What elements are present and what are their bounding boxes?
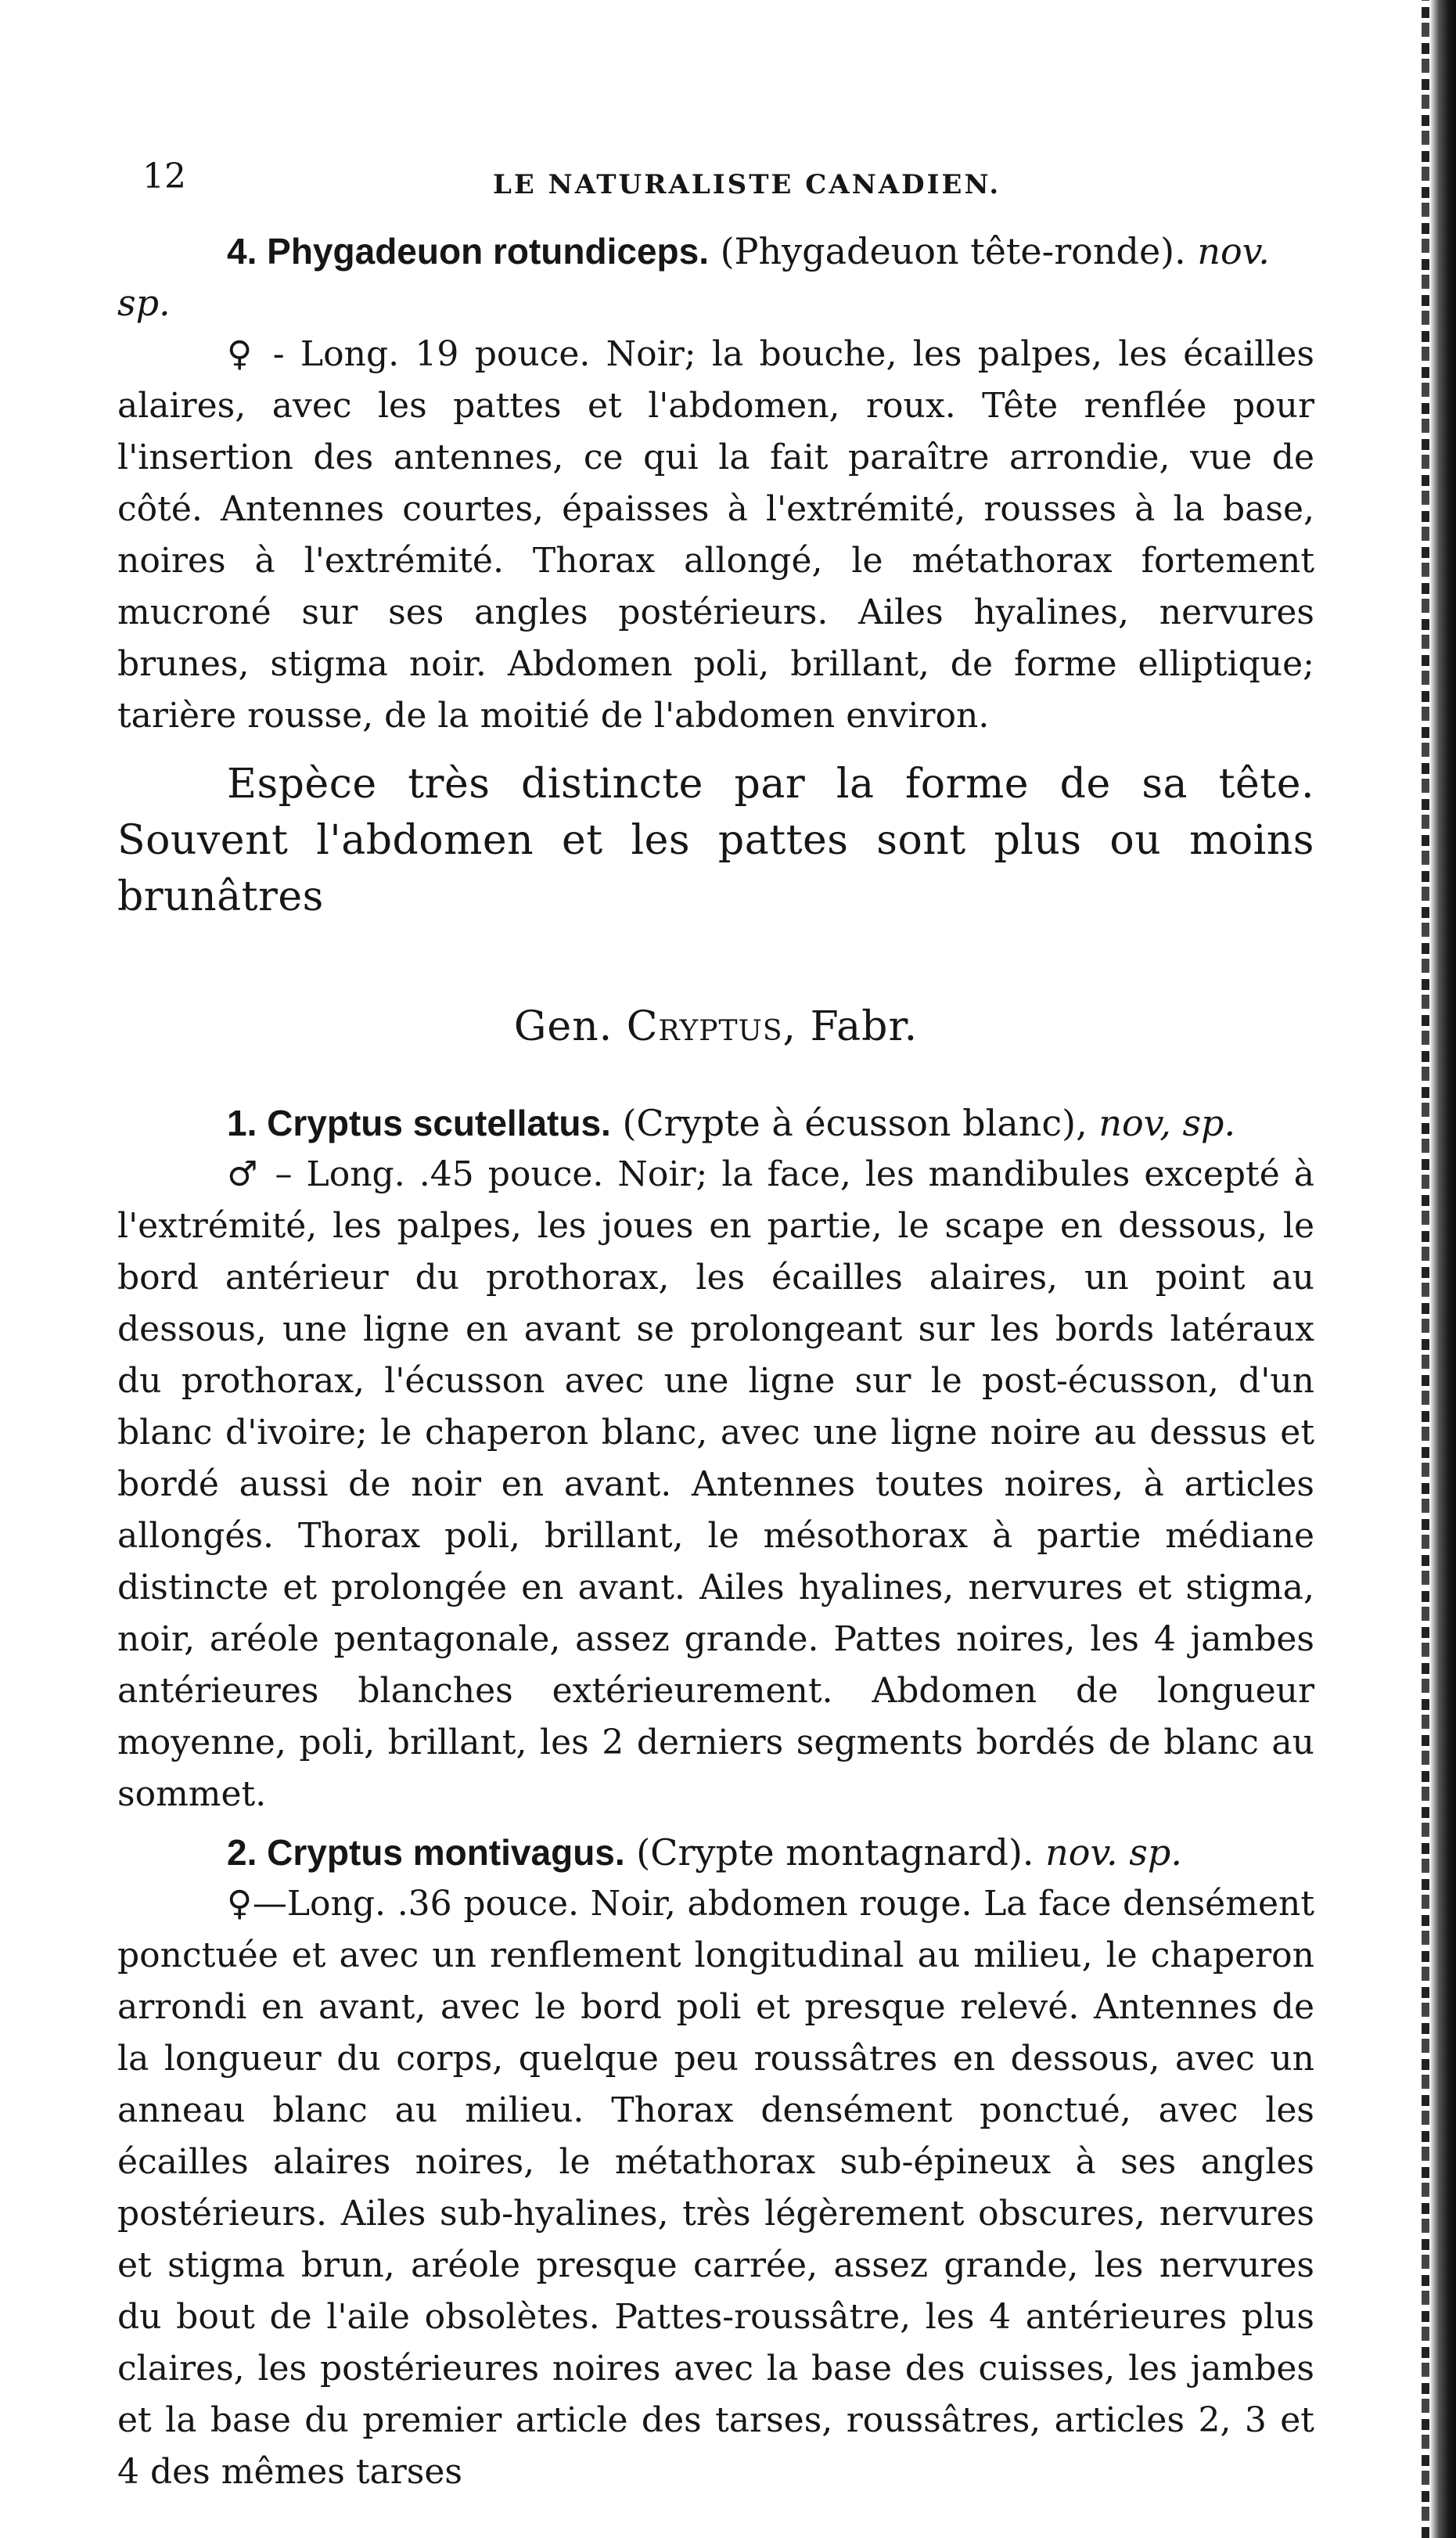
journal-title: LE NATURALISTE CANADIEN. [493, 169, 1001, 200]
genus-prefix: Gen. [513, 1003, 613, 1050]
genus-name: Cryptus [626, 1003, 783, 1050]
species-number: 4. [227, 231, 257, 272]
page-spine-edge [1422, 0, 1429, 2538]
page-spine-shadow [1429, 0, 1456, 2538]
species-description-montivagus: ♀—Long. .36 pouce. Noir, abdomen rouge. La face densément ponctuée et avec un renflement longitudinal au milieu, le chaperon arrondi en avant, avec le bord poli et presque relevé. Antennes de la longueur du corps, quelque peu roussâtres en dessous, avec un anneau blanc au milieu. Thorax densément ponctué, avec les écailles alaires noires, le métathorax sub-épineux à ses angles postérieurs. Ailes sub-hyalines, très légèrement obscures, nervures et stigma brun, aréole presque carrée, assez grande, les nervures du bout de l'aile obsolètes. Pattes-roussâtre, les 4 antérieures plus claires, les postérieures noires avec la base des cuisses, les jambes et la base du premier article des tarses, roussâtres, articles 2, 3 et 4 des mêmes tarses [117, 1884, 1314, 2492]
species-description-phygadeuon: ♀ - Long. 19 pouce. Noir; la bouche, les palpes, les écailles alaires, avec les pattes et l'abdomen, roux. Tête renflée pour l'insertion des antennes, ce qui la fait paraître arrondie, vue de côté. Antennes courtes, épaisses à l'extrémité, rousses à la base, noires à l'extrémité. Thorax allongé, le métathorax fortement mucroné sur ses angles postérieurs. Ailes hyalines, nervures brunes, stigma noir. Abdomen poli, brillant, de forme elliptique; tarière rousse, de la moitié de l'abdomen environ. [117, 334, 1314, 736]
species-status: nov. sp. [117, 230, 1270, 324]
species-heading-scutellatus [117, 1097, 1314, 1149]
page-number: 12 [142, 157, 186, 196]
species-description-scutellatus: ♂ – Long. .45 pouce. Noir; la face, les mandibules excepté à l'extrémité, les palpes, les joues en partie, le scape en dessous, le bord antérieur du prothorax, les écailles alaires, un point au dessous, une ligne en avant se prolongeant sur les bords latéraux du prothorax, l'écusson avec une ligne sur le post-écusson, d'un blanc d'ivoire; le chaperon blanc, avec une ligne noire au dessus et bordé aussi de noir en avant. Antennes toutes noires, à articles allongés. Thorax poli, brillant, le mésothorax à partie médiane distincte et prolongée en avant. Ailes hyalines, nervures et stigma, noir, aréole pentagonale, assez grande. Pattes noires, les 4 jambes antérieures blanches extérieurement. Abdomen de longueur moyenne, poli, brillant, les 2 derniers segments bordés de blanc au sommet. [117, 1154, 1314, 1814]
running-head [117, 149, 1314, 219]
genus-author: , Fabr. [782, 1003, 919, 1050]
species-name: Phygadeuon rotundiceps. [267, 231, 709, 272]
species-number: 1. [227, 1103, 257, 1143]
species-vernacular: (Phygadeuon tête-ronde). [720, 230, 1186, 272]
species-vernacular: (Crypte à écusson blanc), [622, 1102, 1088, 1144]
species-status: nov. sp. [1045, 1831, 1182, 1874]
species-heading-montivagus [117, 1827, 1314, 1878]
species-note-phygadeuon: Espèce très distincte par la forme de sa tête. Souvent l'abdomen et les pattes sont plus ou moins brunâtres [117, 761, 1314, 920]
genus-heading [117, 1003, 1314, 1050]
species-heading-phygadeuon [117, 225, 1314, 329]
species-status: nov, sp. [1098, 1102, 1236, 1144]
page [117, 149, 1314, 2498]
species-number: 2. [227, 1832, 257, 1873]
species-name: Cryptus scutellatus. [267, 1103, 611, 1143]
species-name: Cryptus montivagus. [267, 1832, 625, 1873]
species-vernacular: (Crypte montagnard). [636, 1831, 1034, 1874]
